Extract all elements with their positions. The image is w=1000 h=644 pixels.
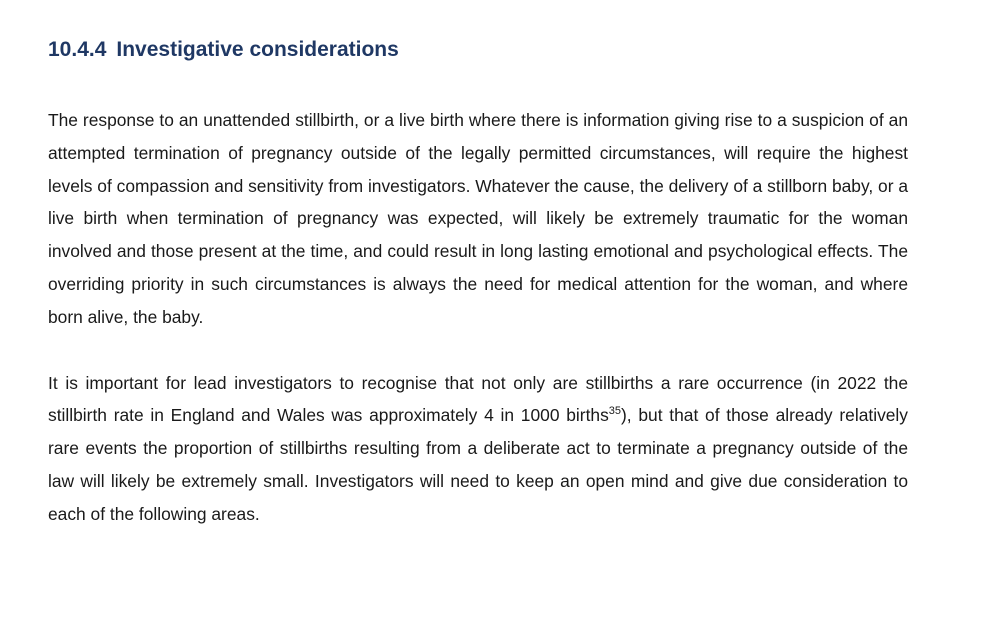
paragraph-2-text-after: ), but that of those already relatively rare events the proportion of stillbirths resulting from a deliberate act to terminate a pregnancy outside of the law will likely be extremely small. Investigators will need to keep an open mind and give due consideration to each of the following areas. [48, 405, 908, 524]
section-number: 10.4.4 [48, 38, 107, 61]
paragraph-2-text-before: It is important for lead investigators to recognise that not only are stillbirths a rare occurrence (in 2022 the stillbirth rate in England and Wales was approximately 4 in 1000 births [48, 372, 908, 426]
footnote-reference[interactable]: 35 [608, 405, 622, 418]
paragraph-1: The response to an unattended stillbirth, or a live birth where there is information giving rise to a suspicion of an attempted termination of pregnancy outside of the legally permitted circumstances, will require the highest levels of compassion and sensitivity from investigators. Whatever the cause, the delivery of a stillborn baby, or a live birth when termination of pregnancy was expected, will likely be extremely traumatic for the woman involved and those present at the time, and could result in long lasting emotional and psychological effects. The overriding priority in such circumstances is always the need for medical attention for the woman, and where born alive, the baby. [48, 110, 908, 327]
section-title: Investigative considerations [116, 38, 399, 61]
paragraph-2 [48, 367, 908, 531]
section-heading [48, 36, 908, 64]
document-page [48, 36, 908, 564]
